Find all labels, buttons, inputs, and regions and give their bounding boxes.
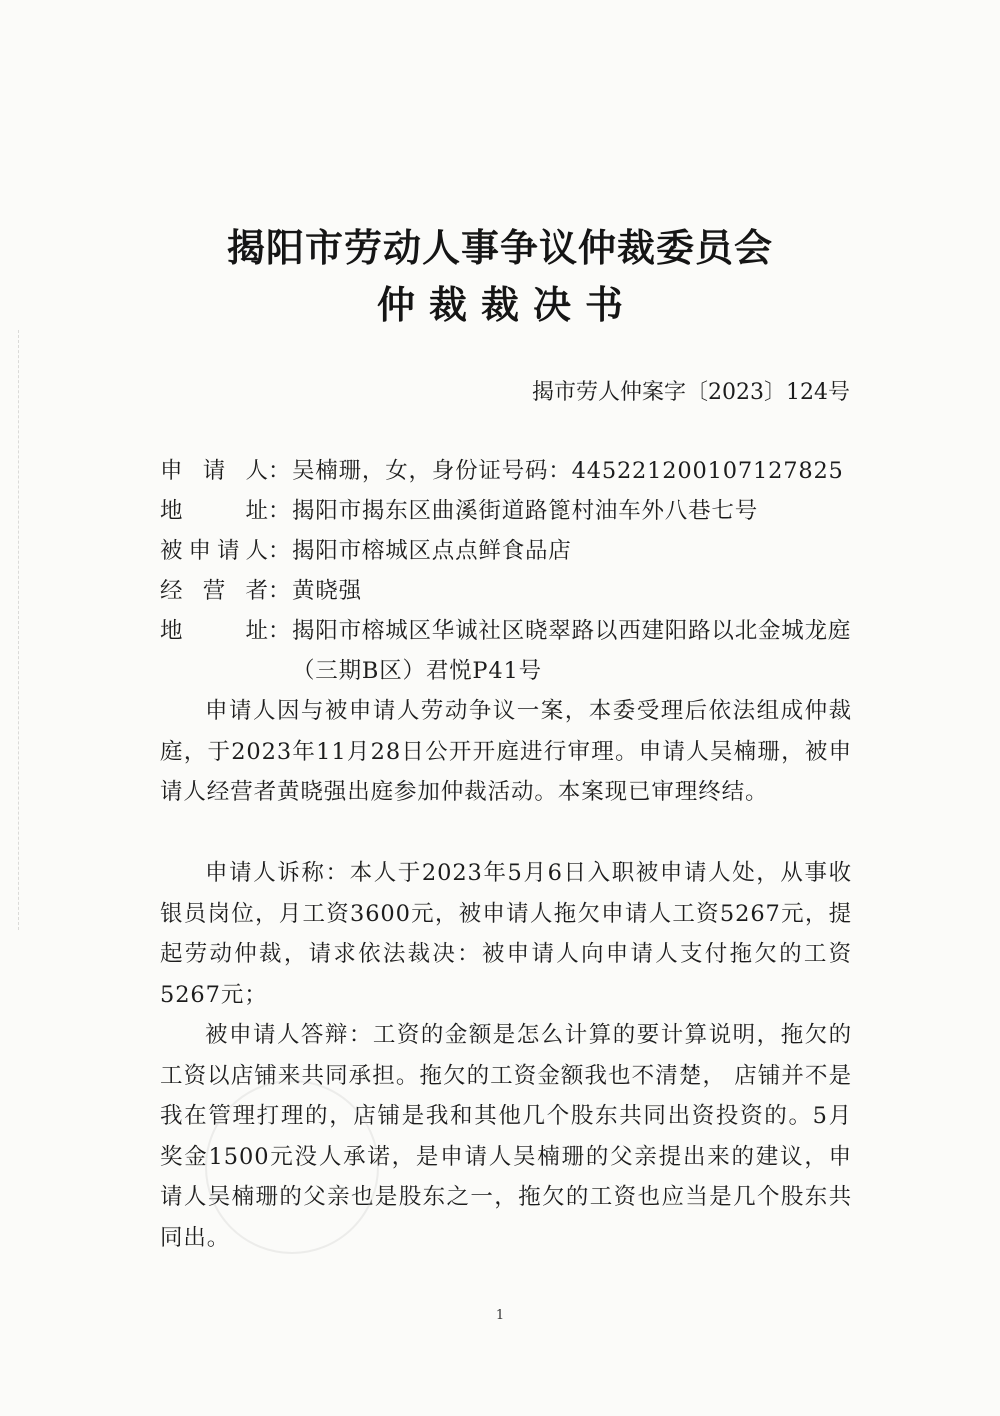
case-number: 揭市劳人仲案字〔2023〕124号 [532, 380, 850, 405]
party-value: 揭阳市揭东区曲溪街道路篦村油车外八巷七号 [292, 498, 759, 524]
document-title-type: 仲裁裁决书 [376, 283, 637, 327]
party-value: 揭阳市榕城区点点鲜食品店 [292, 538, 572, 564]
paragraph-respondent-defense: 被申请人答辩：工资的金额是怎么计算的要计算说明，拖欠的工资以店铺来共同承担。拖欠的工资金额我也不清楚， 店铺并不是我在管理打理的，店铺是我和其他几个股东共同出资投资的。5月奖金1500元没人承诺，是申请人吴楠珊的父亲提出来的建议，申请人吴楠珊的父亲也是股东之一，拖欠的工资也应当是几个股东共同出。 [160, 1022, 852, 1251]
party-respondent [160, 531, 880, 571]
document-title-committee: 揭阳市劳动人事争议仲裁委员会 [226, 226, 773, 270]
party-colon: ： [268, 458, 291, 484]
party-applicant-address [160, 491, 880, 531]
party-colon: ： [268, 538, 291, 564]
paragraph-case-overview: 申请人因与被申请人劳动争议一案，本委受理后依法组成仲裁庭，于2023年11月28日公开开庭进行审理。申请人吴楠珊，被申请人经营者黄晓强出庭参加仲裁活动。本案现已审理终结。 [160, 698, 852, 805]
party-label: 经营者 [160, 578, 268, 604]
party-colon: ： [268, 498, 291, 524]
party-value: 揭阳市榕城区华诚社区晓翠路以西建阳路以北金城龙庭（三期B区）君悦P41号 [292, 618, 852, 684]
party-label: 地址 [160, 618, 268, 644]
party-colon: ： [268, 578, 291, 604]
party-value: 吴楠珊，女，身份证号码：445221200107127825 [292, 458, 844, 484]
party-label: 地址 [160, 498, 268, 524]
party-operator [160, 571, 880, 611]
scan-edge-mark [18, 330, 20, 930]
party-colon: ： [268, 618, 291, 644]
party-applicant [160, 451, 880, 491]
page-number: 1 [495, 1308, 505, 1323]
party-label: 申请人 [160, 458, 268, 484]
party-label: 被申请人 [160, 538, 268, 564]
paragraph-applicant-claim: 申请人诉称：本人于2023年5月6日入职被申请人处，从事收银员岗位，月工资3600元，被申请人拖欠申请人工资5267元，提起劳动仲裁，请求依法裁决：被申请人向申请人支付拖欠的工资5267元； [160, 860, 852, 1008]
party-value: 黄晓强 [292, 578, 362, 604]
party-respondent-address [160, 611, 880, 691]
